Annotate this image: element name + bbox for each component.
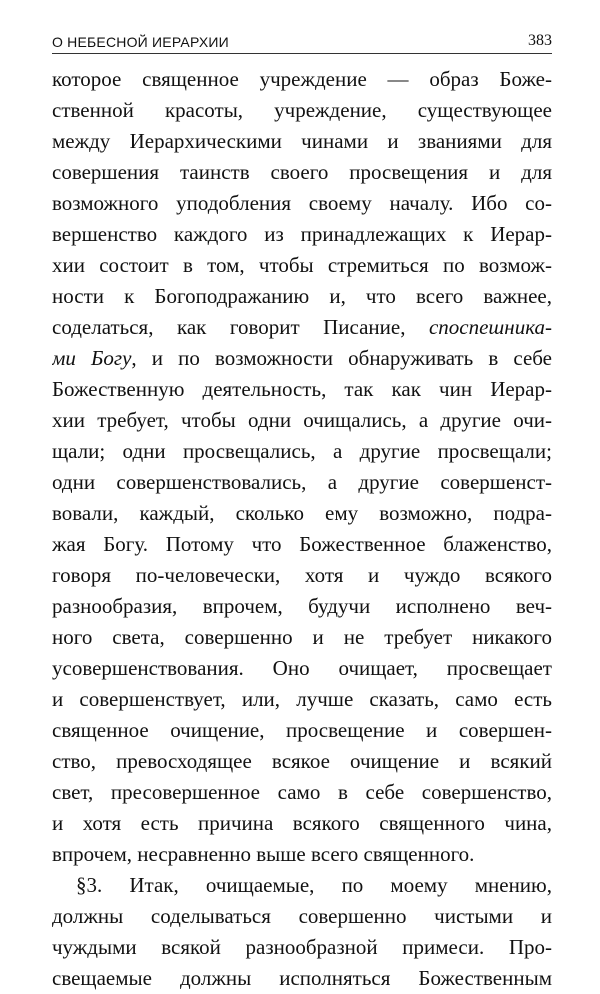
text-line: ство, превосходящее всякое очищение и всякий bbox=[52, 749, 552, 773]
text-line: жая Богу. Потому что Божественное блаженство, bbox=[52, 532, 552, 556]
text-line bbox=[52, 312, 552, 343]
text-line: совершения таинств своего просвещения и для bbox=[52, 160, 552, 184]
italic-quote: ми Богу bbox=[52, 346, 132, 370]
text-line: Божественную деятельность, так как чин Иерар- bbox=[52, 377, 552, 401]
text-line: ного света, совершенно и не требует никакого bbox=[52, 625, 552, 649]
text-line: вершенство каждого из принадлежащих к Иерар- bbox=[52, 222, 552, 246]
text-line: и совершенствует, или, лучше сказать, само есть bbox=[52, 687, 552, 711]
paragraph-start-line: §3. Итак, очищаемые, по моему мнению, bbox=[76, 873, 552, 897]
text-line: должны соделываться совершенно чистыми и bbox=[52, 904, 552, 928]
book-page bbox=[52, 28, 552, 994]
text-line: хии состоит в том, чтобы стремиться по возмож- bbox=[52, 253, 552, 277]
text-line: хии требует, чтобы одни очищались, а другие очи- bbox=[52, 408, 552, 432]
text-line: свет, пресовершенное само в себе совершенство, bbox=[52, 780, 552, 804]
running-header bbox=[52, 28, 552, 54]
text-line: ности к Богоподражанию и, что всего важнее, bbox=[52, 284, 552, 308]
text-line: впрочем, несравненно выше всего священного. bbox=[52, 842, 475, 866]
text-line: ственной красоты, учреждение, существующее bbox=[52, 98, 552, 122]
text-line: чуждыми всякой разнообразной примеси. Про- bbox=[52, 935, 552, 959]
text-line: и хотя есть причина всякого священного чина, bbox=[52, 811, 552, 835]
text-line: усовершенствования. Оно очищает, просвещает bbox=[52, 656, 552, 680]
text-line: одни совершенствовались, а другие совершенст- bbox=[52, 470, 552, 494]
italic-quote: споспешника- bbox=[428, 315, 552, 339]
text-line: говоря по-человечески, хотя и чуждо всякого bbox=[52, 563, 552, 587]
text-line: свещаемые должны исполняться Божественным bbox=[52, 966, 552, 990]
text-line bbox=[52, 343, 552, 374]
text-line: которое священное учреждение — образ Боже- bbox=[52, 67, 552, 91]
text-line: щали; одни просвещались, а другие просвещали; bbox=[52, 439, 552, 463]
text-line: разнообразия, впрочем, будучи исполнено веч- bbox=[52, 594, 552, 618]
text-line: между Иерархическими чинами и званиями для bbox=[52, 129, 552, 153]
header-title: О НЕБЕСНОЙ ИЕРАРХИИ bbox=[52, 34, 229, 50]
text-line: вовали, каждый, сколько ему возможно, подра- bbox=[52, 501, 552, 525]
text-line: священное очищение, просвещение и совершен- bbox=[52, 718, 552, 742]
text-line: возможного уподобления своему началу. Ибо со- bbox=[52, 191, 552, 215]
body-text bbox=[52, 64, 552, 994]
text-segment: соделаться, как говорит Писание, bbox=[52, 315, 429, 339]
text-segment: , и по возможности обнаруживать в себе bbox=[131, 346, 552, 370]
page-number: 383 bbox=[528, 32, 552, 49]
